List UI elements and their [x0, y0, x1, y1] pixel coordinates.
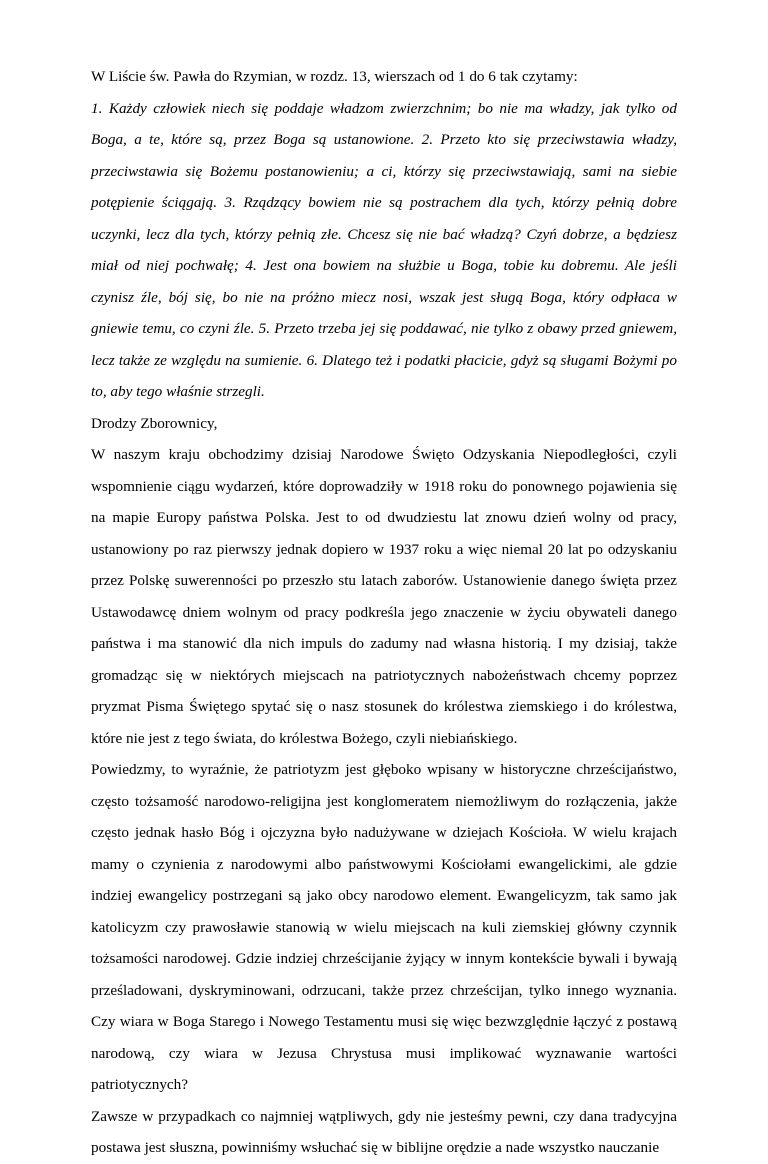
paragraph-1: W naszym kraju obchodzimy dzisiaj Narodowe Święto Odzyskania Niepodległości, czyli wspomnienie ciągu wydarzeń, które doprowadziły w 1918 roku do ponownego pojawienia się na mapie Europy państwa Polska. Jest to od dwudziestu lat znowu dzień wolny od pracy, ustanowiony po raz pierwszy jednak dopiero w 1937 roku a więc niemal 20 lat po odzyskaniu przez Polskę suwerenności po przeszło stu latach zaborów. Ustanowienie danego święta przez Ustawodawcę dniem wolnym od pracy podkreśla jego znaczenie w życiu obywateli danego państwa i ma stanowić dla nich impuls do zadumy nad własna historią. I my dzisiaj, także gromadząc się w niektórych miejscach na patriotycznych nabożeństwach chcemy poprzez pryzmat Pisma Świętego spytać się o nasz stosunek do królestwa ziemskiego i do królestwa, które nie jest z tego świata, do królestwa Bożego, czyli niebiańskiego. — [91, 446, 677, 747]
document-page — [91, 61, 677, 1164]
scripture-quote: 1. Każdy człowiek niech się poddaje władzom zwierzchnim; bo nie ma władzy, jak tylko od Boga, a te, które są, przez Boga są ustanowione. 2. Przeto kto się przeciwstawia władzy, przeciwstawia się Bożemu postanowieniu; a ci, którzy się przeciwstawiają, sami na siebie potępienie ściągają. 3. Rządzący bowiem nie są postrachem dla tych, którzy pełnią dobre uczynki, lecz dla tych, którzy pełnią złe. Chcesz się nie bać władzą? Czyń dobrze, a będziesz miał od niej pochwałę; 4. Jest ona bowiem na służbie u Boga, tobie ku dobremu. Ale jeśli czynisz źle, bój się, bo nie na próżno miecz nosi, wszak jest sługą Boga, który odpłaca w gniewie temu, co czyni źle. 5. Przeto trzeba jej się poddawać, nie tylko z obawy przed gniewem, lecz także ze względu na sumienie. 6. Dlatego też i podatki płacicie, gdyż są sługami Bożymi po to, aby tego właśnie strzegli. — [91, 99, 677, 400]
greeting: Drodzy Zborownicy, — [91, 414, 218, 432]
paragraph-2: Powiedzmy, to wyraźnie, że patriotyzm jest głęboko wpisany w historyczne chrześcijaństwo, często tożsamość narodowo-religijna jest konglomeratem niemożliwym do rozłączenia, jakże często jednak hasło Bóg i ojczyzna było nadużywane w dziejach Kościoła. W wielu krajach mamy o czynienia z narodowymi albo państwowymi Kościołami ewangelickimi, ale gdzie indziej ewangelicy postrzegani są jako obcy narodowo element. Ewangelicyzm, tak samo jak katolicyzm czy prawosławie stanowią w wielu miejscach na kuli ziemskiej główny czynnik tożsamości narodowej. Gdzie indziej chrześcijanie żyjący w innym kontekście bywali i bywają prześladowani, dyskryminowani, odrzucani, także przez chrześcijan, tylko innego wyznania. Czy wiara w Boga Starego i Nowego Testamentu musi się więc bezwzględnie łączyć z postawą narodową, czy wiara w Jezusa Chrystusa musi implikować wyznawanie wartości patriotycznych? — [91, 761, 677, 1093]
paragraph-3: Zawsze w przypadkach co najmniej wątpliwych, gdy nie jesteśmy pewni, czy dana tradycyjna postawa jest słuszna, powinniśmy wsłuchać się w biblijne orędzie a nade wszystko nauczanie — [91, 1107, 677, 1156]
intro-line: W Liście św. Pawła do Rzymian, w rozdz. 13, wierszach od 1 do 6 tak czytamy: — [91, 68, 578, 85]
